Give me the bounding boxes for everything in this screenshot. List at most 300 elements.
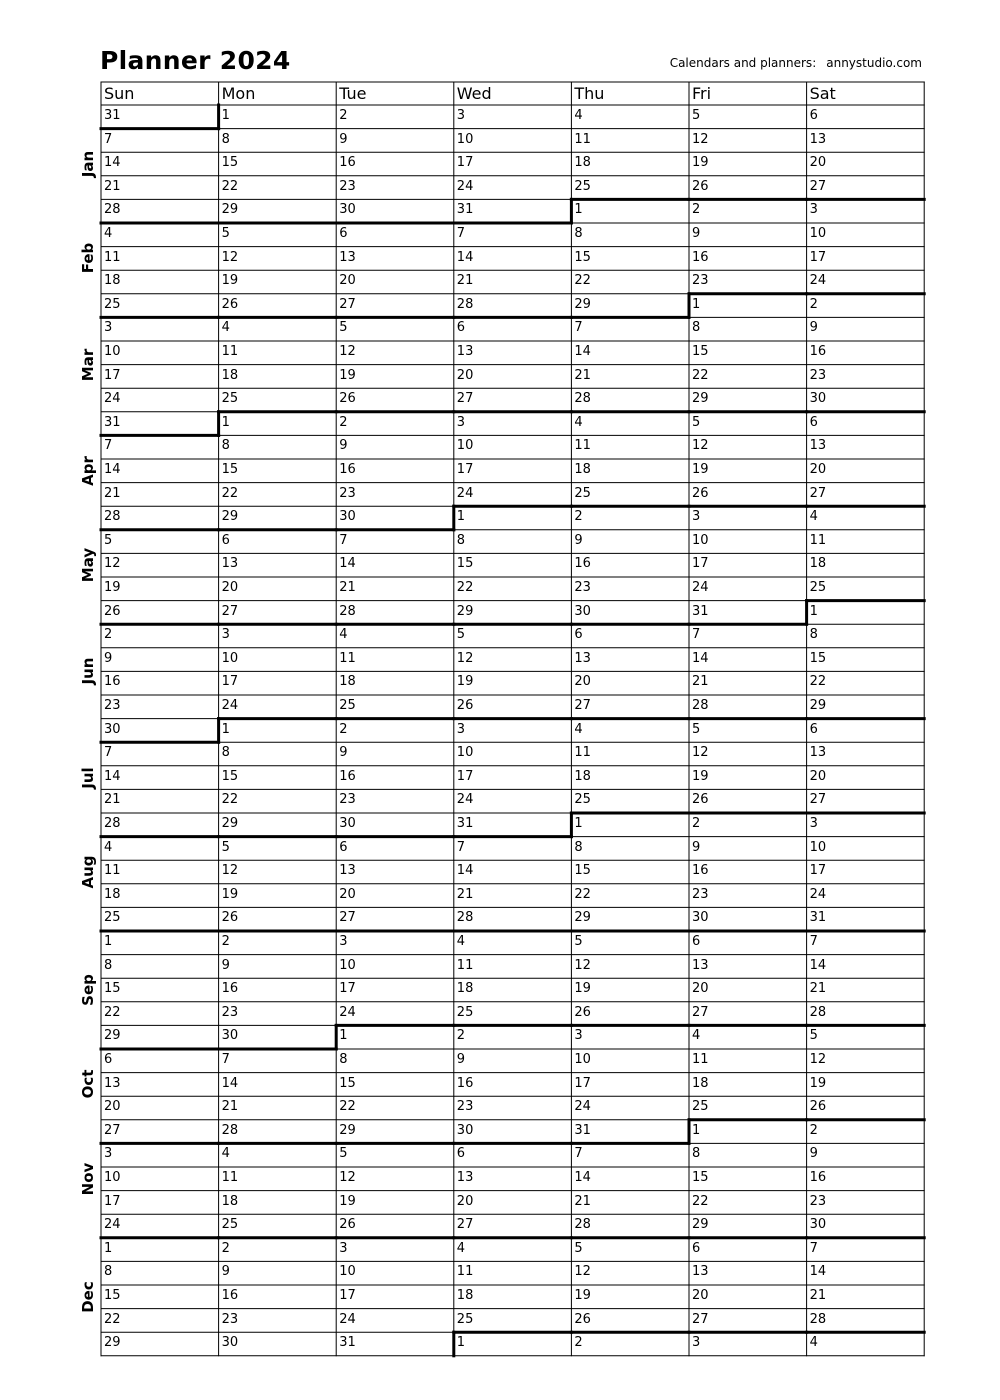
- day-cell[interactable]: 16: [339, 155, 356, 171]
- day-cell[interactable]: 5: [104, 532, 113, 548]
- day-cell[interactable]: 3: [104, 1146, 113, 1162]
- day-cell[interactable]: 5: [809, 1028, 818, 1044]
- day-cell[interactable]: 9: [692, 226, 701, 241]
- day-cell[interactable]: 17: [104, 1193, 121, 1209]
- day-cell[interactable]: 22: [574, 273, 591, 289]
- day-cell[interactable]: 7: [456, 226, 466, 241]
- day-cell[interactable]: 29: [692, 391, 709, 407]
- day-cell[interactable]: 14: [692, 650, 709, 666]
- day-cell[interactable]: 1: [692, 1122, 701, 1138]
- day-cell[interactable]: 7: [104, 131, 113, 147]
- day-cell[interactable]: 30: [221, 1335, 239, 1351]
- day-cell[interactable]: 8: [574, 839, 583, 855]
- day-cell[interactable]: 11: [809, 532, 827, 548]
- day-cell[interactable]: 16: [809, 1170, 827, 1185]
- day-cell[interactable]: 3: [456, 108, 466, 123]
- day-cell[interactable]: 5: [574, 934, 583, 949]
- day-cell[interactable]: 28: [809, 1311, 827, 1327]
- day-cell[interactable]: 31: [339, 1335, 356, 1351]
- day-cell[interactable]: 1: [221, 108, 230, 123]
- day-cell[interactable]: 17: [339, 981, 356, 997]
- day-cell[interactable]: 27: [104, 1122, 121, 1138]
- day-cell[interactable]: 12: [692, 438, 709, 454]
- day-cell[interactable]: 6: [692, 934, 701, 949]
- day-cell[interactable]: 9: [221, 957, 230, 973]
- day-cell[interactable]: 4: [221, 320, 230, 336]
- day-cell[interactable]: 31: [104, 414, 121, 430]
- day-cell[interactable]: 17: [809, 249, 827, 265]
- day-cell[interactable]: 18: [692, 1075, 709, 1091]
- day-cell[interactable]: 7: [456, 839, 466, 855]
- day-cell[interactable]: 15: [692, 1170, 709, 1185]
- day-cell[interactable]: 10: [456, 438, 474, 454]
- day-cell[interactable]: 4: [456, 1240, 466, 1256]
- day-cell[interactable]: 26: [692, 178, 709, 194]
- day-cell[interactable]: 30: [104, 721, 121, 737]
- day-cell[interactable]: 4: [574, 414, 583, 430]
- day-cell[interactable]: 10: [809, 226, 827, 241]
- day-cell[interactable]: 16: [221, 1288, 239, 1303]
- day-cell[interactable]: 15: [221, 462, 239, 477]
- day-cell[interactable]: 25: [104, 296, 121, 312]
- day-cell[interactable]: 24: [456, 178, 474, 194]
- day-cell[interactable]: 5: [692, 414, 701, 430]
- day-cell[interactable]: 16: [456, 1075, 474, 1091]
- day-cell[interactable]: 29: [221, 202, 239, 218]
- day-cell[interactable]: 18: [574, 768, 591, 784]
- day-cell[interactable]: 30: [221, 1028, 239, 1044]
- day-cell[interactable]: 14: [104, 462, 121, 477]
- day-cell[interactable]: 19: [339, 367, 356, 383]
- day-cell[interactable]: 7: [574, 320, 583, 336]
- day-cell[interactable]: 28: [692, 698, 709, 713]
- day-cell[interactable]: 2: [456, 1028, 466, 1044]
- day-cell[interactable]: 15: [221, 768, 239, 784]
- day-cell[interactable]: 8: [221, 438, 230, 454]
- day-cell[interactable]: 15: [574, 249, 591, 265]
- day-cell[interactable]: 19: [809, 1075, 827, 1091]
- day-cell[interactable]: 7: [809, 934, 818, 949]
- day-cell[interactable]: 12: [339, 1170, 356, 1185]
- day-cell[interactable]: 6: [456, 320, 466, 336]
- day-cell[interactable]: 12: [221, 249, 239, 265]
- day-cell[interactable]: 24: [692, 580, 709, 595]
- day-cell[interactable]: 25: [574, 485, 591, 501]
- day-cell[interactable]: 3: [574, 1028, 583, 1044]
- day-cell[interactable]: 29: [456, 603, 474, 619]
- day-cell[interactable]: 19: [104, 580, 121, 595]
- day-cell[interactable]: 1: [339, 1028, 348, 1044]
- credit-site-link[interactable]: annystudio.com: [826, 56, 922, 70]
- day-cell[interactable]: 4: [221, 1146, 230, 1162]
- day-cell[interactable]: 20: [339, 886, 356, 902]
- day-cell[interactable]: 27: [456, 391, 474, 407]
- day-cell[interactable]: 17: [574, 1075, 591, 1091]
- day-cell[interactable]: 1: [574, 202, 583, 218]
- day-cell[interactable]: 6: [809, 414, 818, 430]
- day-cell[interactable]: 3: [456, 414, 466, 430]
- day-cell[interactable]: 12: [456, 650, 474, 666]
- day-cell[interactable]: 19: [692, 768, 709, 784]
- day-cell[interactable]: 25: [339, 698, 356, 713]
- day-cell[interactable]: 7: [809, 1240, 818, 1256]
- day-cell[interactable]: 9: [692, 839, 701, 855]
- day-cell[interactable]: 4: [104, 839, 113, 855]
- day-cell[interactable]: 10: [456, 745, 474, 761]
- day-cell[interactable]: 10: [339, 957, 356, 973]
- day-cell[interactable]: 22: [456, 580, 474, 595]
- day-cell[interactable]: 11: [692, 1052, 709, 1067]
- day-cell[interactable]: 24: [104, 391, 121, 407]
- day-cell[interactable]: 5: [692, 108, 701, 123]
- day-cell[interactable]: 4: [574, 721, 583, 737]
- day-cell[interactable]: 28: [809, 1004, 827, 1020]
- day-cell[interactable]: 28: [339, 603, 356, 619]
- day-cell[interactable]: 24: [456, 792, 474, 808]
- day-cell[interactable]: 21: [456, 273, 474, 289]
- day-cell[interactable]: 2: [692, 816, 701, 831]
- day-cell[interactable]: 6: [809, 108, 818, 123]
- day-cell[interactable]: 18: [104, 886, 121, 902]
- day-cell[interactable]: 3: [809, 202, 818, 218]
- day-cell[interactable]: 28: [104, 202, 121, 218]
- day-cell[interactable]: 17: [339, 1288, 356, 1303]
- day-cell[interactable]: 25: [456, 1004, 474, 1020]
- day-cell[interactable]: 28: [456, 296, 474, 312]
- day-cell[interactable]: 21: [104, 485, 121, 501]
- day-cell[interactable]: 22: [104, 1311, 121, 1327]
- day-cell[interactable]: 5: [456, 627, 466, 643]
- day-cell[interactable]: 26: [692, 485, 709, 501]
- day-cell[interactable]: 8: [692, 1146, 701, 1162]
- day-cell[interactable]: 4: [104, 226, 113, 241]
- day-cell[interactable]: 28: [574, 391, 591, 407]
- day-cell[interactable]: 18: [574, 462, 591, 477]
- day-cell[interactable]: 26: [339, 1217, 356, 1233]
- day-cell[interactable]: 14: [574, 344, 591, 359]
- day-cell[interactable]: 13: [692, 957, 709, 973]
- day-cell[interactable]: 27: [809, 792, 827, 808]
- day-cell[interactable]: 29: [339, 1122, 356, 1138]
- day-cell[interactable]: 30: [339, 202, 356, 218]
- day-cell[interactable]: 11: [339, 650, 356, 666]
- day-cell[interactable]: 3: [221, 627, 230, 643]
- day-cell[interactable]: 11: [104, 863, 121, 879]
- day-cell[interactable]: 20: [809, 462, 827, 477]
- day-cell[interactable]: 25: [456, 1311, 474, 1327]
- day-cell[interactable]: 11: [574, 745, 591, 761]
- day-cell[interactable]: 14: [221, 1075, 239, 1091]
- day-cell[interactable]: 13: [574, 650, 591, 666]
- day-cell[interactable]: 1: [809, 603, 818, 619]
- day-cell[interactable]: 4: [692, 1028, 701, 1044]
- day-cell[interactable]: 13: [809, 745, 827, 761]
- day-cell[interactable]: 1: [221, 414, 230, 430]
- day-cell[interactable]: 11: [221, 1170, 239, 1185]
- day-cell[interactable]: 16: [692, 863, 709, 879]
- day-cell[interactable]: 11: [221, 344, 239, 359]
- day-cell[interactable]: 15: [692, 344, 709, 359]
- day-cell[interactable]: 6: [221, 532, 230, 548]
- day-cell[interactable]: 2: [692, 202, 701, 218]
- day-cell[interactable]: 13: [339, 863, 356, 879]
- day-cell[interactable]: 30: [809, 391, 827, 407]
- day-cell[interactable]: 31: [574, 1122, 591, 1138]
- day-cell[interactable]: 30: [339, 816, 356, 831]
- day-cell[interactable]: 19: [574, 1288, 591, 1303]
- day-cell[interactable]: 24: [809, 273, 827, 289]
- day-cell[interactable]: 22: [104, 1004, 121, 1020]
- day-cell[interactable]: 26: [221, 910, 239, 926]
- day-cell[interactable]: 15: [339, 1075, 356, 1091]
- day-cell[interactable]: 21: [574, 367, 591, 383]
- day-cell[interactable]: 12: [104, 556, 121, 572]
- day-cell[interactable]: 29: [809, 698, 827, 713]
- day-cell[interactable]: 15: [456, 556, 474, 572]
- day-cell[interactable]: 25: [574, 792, 591, 808]
- day-cell[interactable]: 2: [339, 414, 348, 430]
- day-cell[interactable]: 19: [339, 1193, 356, 1209]
- day-cell[interactable]: 25: [574, 178, 591, 194]
- day-cell[interactable]: 24: [221, 698, 239, 713]
- day-cell[interactable]: 11: [574, 131, 591, 147]
- day-cell[interactable]: 17: [456, 462, 474, 477]
- day-cell[interactable]: 23: [809, 1193, 827, 1209]
- day-cell[interactable]: 29: [574, 910, 591, 926]
- day-cell[interactable]: 7: [339, 532, 348, 548]
- day-cell[interactable]: 19: [221, 886, 239, 902]
- day-cell[interactable]: 1: [221, 721, 230, 737]
- day-cell[interactable]: 9: [809, 1146, 818, 1162]
- day-cell[interactable]: 13: [339, 249, 356, 265]
- day-cell[interactable]: 3: [104, 320, 113, 336]
- day-cell[interactable]: 31: [692, 603, 709, 619]
- day-cell[interactable]: 8: [221, 745, 230, 761]
- day-cell[interactable]: 31: [456, 202, 474, 218]
- day-cell[interactable]: 29: [574, 296, 591, 312]
- day-cell[interactable]: 2: [574, 509, 583, 525]
- day-cell[interactable]: 22: [221, 178, 239, 194]
- day-cell[interactable]: 18: [104, 273, 121, 289]
- day-cell[interactable]: 7: [692, 627, 701, 643]
- day-cell[interactable]: 8: [104, 1264, 113, 1280]
- day-cell[interactable]: 6: [809, 721, 818, 737]
- day-cell[interactable]: 28: [221, 1122, 239, 1138]
- day-cell[interactable]: 29: [104, 1335, 121, 1351]
- day-cell[interactable]: 7: [221, 1052, 230, 1067]
- day-cell[interactable]: 27: [339, 910, 356, 926]
- day-cell[interactable]: 16: [574, 556, 591, 572]
- day-cell[interactable]: 7: [104, 745, 113, 761]
- day-cell[interactable]: 1: [574, 816, 583, 831]
- day-cell[interactable]: 29: [221, 816, 239, 831]
- day-cell[interactable]: 8: [809, 627, 818, 643]
- day-cell[interactable]: 25: [692, 1099, 709, 1115]
- day-cell[interactable]: 29: [221, 509, 239, 525]
- day-cell[interactable]: 14: [104, 155, 121, 171]
- day-cell[interactable]: 10: [456, 131, 474, 147]
- day-cell[interactable]: 21: [104, 178, 121, 194]
- day-cell[interactable]: 28: [574, 1217, 591, 1233]
- day-cell[interactable]: 9: [809, 320, 818, 336]
- day-cell[interactable]: 19: [692, 462, 709, 477]
- day-cell[interactable]: 24: [574, 1099, 591, 1115]
- day-cell[interactable]: 6: [339, 226, 348, 241]
- day-cell[interactable]: 13: [456, 344, 474, 359]
- day-cell[interactable]: 25: [221, 1217, 239, 1233]
- day-cell[interactable]: 1: [692, 296, 701, 312]
- day-cell[interactable]: 10: [221, 650, 239, 666]
- day-cell[interactable]: 9: [221, 1264, 230, 1280]
- day-cell[interactable]: 23: [692, 273, 709, 289]
- day-cell[interactable]: 21: [104, 792, 121, 808]
- day-cell[interactable]: 22: [692, 367, 709, 383]
- day-cell[interactable]: 2: [221, 934, 230, 949]
- day-cell[interactable]: 16: [692, 249, 709, 265]
- day-cell[interactable]: 1: [104, 1240, 113, 1256]
- day-cell[interactable]: 5: [221, 226, 230, 241]
- day-cell[interactable]: 4: [809, 509, 818, 525]
- day-cell[interactable]: 26: [574, 1311, 591, 1327]
- day-cell[interactable]: 23: [456, 1099, 474, 1115]
- day-cell[interactable]: 29: [104, 1028, 121, 1044]
- day-cell[interactable]: 10: [104, 344, 121, 359]
- day-cell[interactable]: 12: [221, 863, 239, 879]
- day-cell[interactable]: 24: [339, 1004, 356, 1020]
- day-cell[interactable]: 2: [574, 1335, 583, 1351]
- day-cell[interactable]: 2: [809, 296, 818, 312]
- day-cell[interactable]: 15: [104, 1288, 121, 1303]
- day-cell[interactable]: 10: [104, 1170, 121, 1185]
- day-cell[interactable]: 26: [456, 698, 474, 713]
- day-cell[interactable]: 13: [692, 1264, 709, 1280]
- day-cell[interactable]: 8: [574, 226, 583, 241]
- day-cell[interactable]: 26: [574, 1004, 591, 1020]
- day-cell[interactable]: 22: [339, 1099, 356, 1115]
- day-cell[interactable]: 9: [339, 438, 348, 454]
- day-cell[interactable]: 14: [456, 249, 474, 265]
- day-cell[interactable]: 28: [456, 910, 474, 926]
- day-cell[interactable]: 30: [339, 509, 356, 525]
- day-cell[interactable]: 26: [104, 603, 121, 619]
- day-cell[interactable]: 8: [456, 532, 466, 548]
- day-cell[interactable]: 2: [339, 108, 348, 123]
- day-cell[interactable]: 14: [104, 768, 121, 784]
- day-cell[interactable]: 2: [221, 1240, 230, 1256]
- day-cell[interactable]: 20: [339, 273, 356, 289]
- day-cell[interactable]: 8: [104, 957, 113, 973]
- day-cell[interactable]: 4: [574, 108, 583, 123]
- day-cell[interactable]: 20: [456, 367, 474, 383]
- day-cell[interactable]: 1: [456, 1335, 466, 1351]
- day-cell[interactable]: 13: [221, 556, 239, 572]
- day-cell[interactable]: 9: [339, 131, 348, 147]
- day-cell[interactable]: 20: [809, 155, 827, 171]
- day-cell[interactable]: 12: [574, 957, 591, 973]
- day-cell[interactable]: 3: [692, 509, 701, 525]
- day-cell[interactable]: 12: [692, 131, 709, 147]
- day-cell[interactable]: 23: [339, 792, 356, 808]
- day-cell[interactable]: 27: [339, 296, 356, 312]
- day-cell[interactable]: 6: [692, 1240, 701, 1256]
- day-cell[interactable]: 15: [574, 863, 591, 879]
- day-cell[interactable]: 5: [574, 1240, 583, 1256]
- day-cell[interactable]: 14: [809, 957, 827, 973]
- day-cell[interactable]: 6: [456, 1146, 466, 1162]
- day-cell[interactable]: 12: [692, 745, 709, 761]
- day-cell[interactable]: 18: [339, 674, 356, 690]
- day-cell[interactable]: 24: [456, 485, 474, 501]
- day-cell[interactable]: 17: [456, 155, 474, 171]
- day-cell[interactable]: 18: [809, 556, 827, 572]
- day-cell[interactable]: 17: [692, 556, 709, 572]
- day-cell[interactable]: 24: [809, 886, 827, 902]
- day-cell[interactable]: 22: [221, 485, 239, 501]
- day-cell[interactable]: 17: [809, 863, 827, 879]
- day-cell[interactable]: 29: [692, 1217, 709, 1233]
- day-cell[interactable]: 13: [456, 1170, 474, 1185]
- day-cell[interactable]: 15: [809, 650, 827, 666]
- day-cell[interactable]: 27: [809, 485, 827, 501]
- day-cell[interactable]: 6: [104, 1052, 113, 1067]
- day-cell[interactable]: 5: [221, 839, 230, 855]
- day-cell[interactable]: 20: [104, 1099, 121, 1115]
- day-cell[interactable]: 13: [104, 1075, 121, 1091]
- day-cell[interactable]: 26: [692, 792, 709, 808]
- day-cell[interactable]: 3: [456, 721, 466, 737]
- day-cell[interactable]: 18: [456, 981, 474, 997]
- day-cell[interactable]: 21: [809, 1288, 827, 1303]
- day-cell[interactable]: 27: [809, 178, 827, 194]
- day-cell[interactable]: 18: [574, 155, 591, 171]
- day-cell[interactable]: 12: [809, 1052, 827, 1067]
- day-cell[interactable]: 22: [809, 674, 827, 690]
- day-cell[interactable]: 30: [574, 603, 591, 619]
- day-cell[interactable]: 23: [339, 485, 356, 501]
- day-cell[interactable]: 1: [456, 509, 466, 525]
- day-cell[interactable]: 10: [574, 1052, 591, 1067]
- day-cell[interactable]: 9: [456, 1052, 466, 1067]
- day-cell[interactable]: 20: [809, 768, 827, 784]
- day-cell[interactable]: 26: [809, 1099, 827, 1115]
- day-cell[interactable]: 14: [456, 863, 474, 879]
- day-cell[interactable]: 16: [339, 462, 356, 477]
- day-cell[interactable]: 7: [574, 1146, 583, 1162]
- day-cell[interactable]: 24: [104, 1217, 121, 1233]
- day-cell[interactable]: 12: [339, 344, 356, 359]
- day-cell[interactable]: 16: [339, 768, 356, 784]
- day-cell[interactable]: 18: [221, 1193, 239, 1209]
- day-cell[interactable]: 17: [221, 674, 239, 690]
- day-cell[interactable]: 25: [809, 580, 827, 595]
- day-cell[interactable]: 21: [221, 1099, 239, 1115]
- day-cell[interactable]: 9: [104, 650, 113, 666]
- day-cell[interactable]: 3: [339, 1240, 348, 1256]
- day-cell[interactable]: 10: [692, 532, 709, 548]
- day-cell[interactable]: 5: [339, 1146, 348, 1162]
- day-cell[interactable]: 23: [339, 178, 356, 194]
- day-cell[interactable]: 11: [456, 957, 474, 973]
- day-cell[interactable]: 3: [339, 934, 348, 949]
- day-cell[interactable]: 31: [104, 108, 121, 123]
- day-cell[interactable]: 28: [104, 816, 121, 831]
- day-cell[interactable]: 22: [692, 1193, 709, 1209]
- day-cell[interactable]: 2: [339, 721, 348, 737]
- day-cell[interactable]: 21: [339, 580, 356, 595]
- day-cell[interactable]: 23: [692, 886, 709, 902]
- day-cell[interactable]: 11: [456, 1264, 474, 1280]
- day-cell[interactable]: 6: [339, 839, 348, 855]
